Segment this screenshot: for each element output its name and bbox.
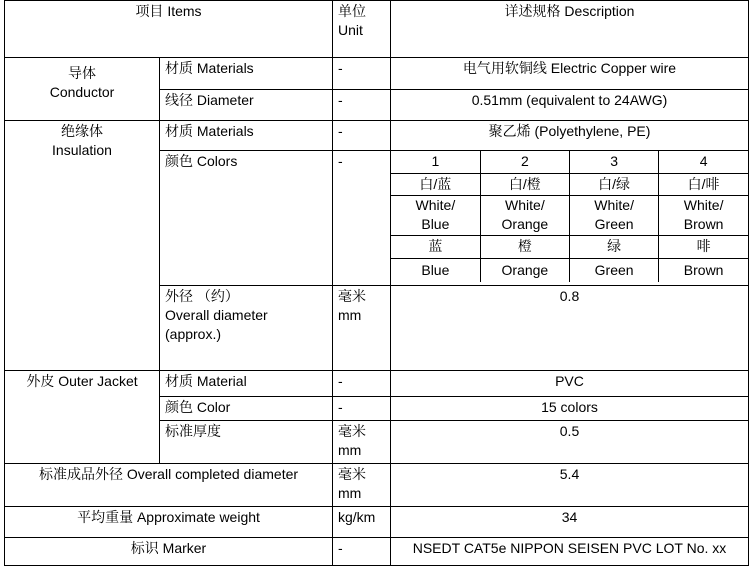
pair-color-en: [391, 195, 480, 235]
color-pair-en-row: [391, 195, 748, 235]
insulation-colors-cell: [391, 151, 749, 286]
jacket-thickness-label: 标准厚度: [160, 421, 333, 464]
jacket-material-value: PVC: [391, 371, 749, 397]
single-color-cn: 橙: [480, 235, 569, 258]
insulation-materials-value: 聚乙烯 (Polyethylene, PE): [391, 121, 749, 151]
conductor-label-en: Conductor: [49, 84, 115, 100]
pair-color-en-line2: Orange: [501, 216, 549, 232]
jacket-thickness-unit: [333, 421, 391, 464]
jacket-material-row: [5, 371, 749, 397]
spec-table: [4, 0, 749, 566]
jacket-color-value: 15 colors: [391, 397, 749, 421]
insulation-colors-label: 颜色 Colors: [160, 151, 333, 286]
insulation-materials-unit: -: [333, 121, 391, 151]
color-single-cn-row: [391, 235, 748, 258]
header-description: 详述规格 Description: [391, 1, 749, 58]
conductor-materials-unit: -: [333, 58, 391, 90]
pair-color-cn: 白/啡: [659, 173, 748, 195]
insulation-label: [5, 121, 160, 371]
single-color-cn: 蓝: [391, 235, 480, 258]
color-number-row: [391, 151, 748, 173]
pair-color-en: [480, 195, 569, 235]
single-color-cn: 绿: [570, 235, 659, 258]
completed-diameter-unit-en: mm: [338, 485, 362, 501]
pair-color-en-line1: White/: [505, 197, 545, 213]
insulation-materials-label: 材质 Materials: [160, 121, 333, 151]
pair-color-cn: 白/蓝: [391, 173, 480, 195]
pair-color-en-line2: Green: [594, 216, 634, 232]
insulation-od-label-line1: 外径 （约）: [165, 288, 239, 304]
insulation-od-value: 0.8: [391, 286, 749, 371]
spec-table-wrapper: [4, 0, 749, 566]
pair-color-en-line1: White/: [415, 197, 456, 213]
header-unit: [333, 1, 391, 58]
completed-diameter-unit-cn: 毫米: [338, 466, 366, 482]
completed-diameter-row: [5, 464, 749, 507]
insulation-od-unit-en: mm: [338, 307, 362, 323]
pair-color-en-line2: Blue: [421, 216, 450, 232]
conductor-label-cn: 导体: [68, 65, 96, 81]
pair-number: 1: [391, 151, 480, 173]
jacket-thickness-unit-en: mm: [338, 442, 362, 458]
weight-row: [5, 507, 749, 538]
jacket-thickness-unit-cn: 毫米: [338, 423, 366, 439]
single-color-en: Brown: [659, 258, 748, 282]
completed-diameter-label: 标准成品外径 Overall completed diameter: [5, 464, 333, 507]
jacket-color-unit: -: [333, 397, 391, 421]
conductor-materials-row: [5, 58, 749, 90]
color-code-table: [391, 151, 748, 282]
pair-color-en: [570, 195, 659, 235]
jacket-label: 外皮 Outer Jacket: [5, 371, 160, 464]
pair-number: 2: [480, 151, 569, 173]
jacket-material-unit: -: [333, 371, 391, 397]
color-single-en-row: [391, 258, 748, 282]
conductor-materials-label: 材质 Materials: [160, 58, 333, 90]
color-pair-cn-row: [391, 173, 748, 195]
insulation-od-unit: [333, 286, 391, 371]
pair-color-en: [659, 195, 748, 235]
marker-label: 标识 Marker: [5, 538, 333, 566]
pair-color-en-line1: White/: [683, 197, 724, 213]
conductor-label: [5, 58, 160, 121]
marker-value: NSEDT CAT5e NIPPON SEISEN PVC LOT No. xx: [391, 538, 749, 566]
single-color-en: Orange: [480, 258, 569, 282]
conductor-diameter-unit: -: [333, 90, 391, 121]
header-unit-en: Unit: [338, 22, 363, 38]
pair-number: 3: [570, 151, 659, 173]
header-row: [5, 1, 749, 58]
insulation-colors-unit: -: [333, 151, 391, 286]
header-unit-cn: 单位: [338, 3, 366, 19]
marker-unit: -: [333, 538, 391, 566]
conductor-materials-value: 电气用软铜线 Electric Copper wire: [391, 58, 749, 90]
single-color-cn: 啡: [659, 235, 748, 258]
weight-unit: kg/km: [333, 507, 391, 538]
conductor-diameter-value: 0.51mm (equivalent to 24AWG): [391, 90, 749, 121]
completed-diameter-value: 5.4: [391, 464, 749, 507]
pair-color-en-line2: Brown: [683, 216, 724, 232]
conductor-diameter-label: 线径 Diameter: [160, 90, 333, 121]
insulation-od-label-line2: Overall diameter: [165, 307, 268, 323]
weight-label: 平均重量 Approximate weight: [5, 507, 333, 538]
weight-value: 34: [391, 507, 749, 538]
insulation-od-unit-cn: 毫米: [338, 288, 366, 304]
jacket-color-label: 颜色 Color: [160, 397, 333, 421]
marker-row: [5, 538, 749, 566]
jacket-material-label: 材质 Material: [160, 371, 333, 397]
pair-color-cn: 白/橙: [480, 173, 569, 195]
single-color-en: Blue: [391, 258, 480, 282]
single-color-en: Green: [570, 258, 659, 282]
pair-color-en-line1: White/: [594, 197, 634, 213]
header-items: 项目 Items: [5, 1, 333, 58]
insulation-od-label: [160, 286, 333, 371]
insulation-label-cn: 绝缘体: [61, 123, 103, 139]
jacket-thickness-value: 0.5: [391, 421, 749, 464]
pair-color-cn: 白/绿: [570, 173, 659, 195]
pair-number: 4: [659, 151, 748, 173]
insulation-label-en: Insulation: [52, 142, 112, 158]
insulation-materials-row: [5, 121, 749, 151]
insulation-od-label-line3: (approx.): [165, 326, 222, 342]
completed-diameter-unit: [333, 464, 391, 507]
